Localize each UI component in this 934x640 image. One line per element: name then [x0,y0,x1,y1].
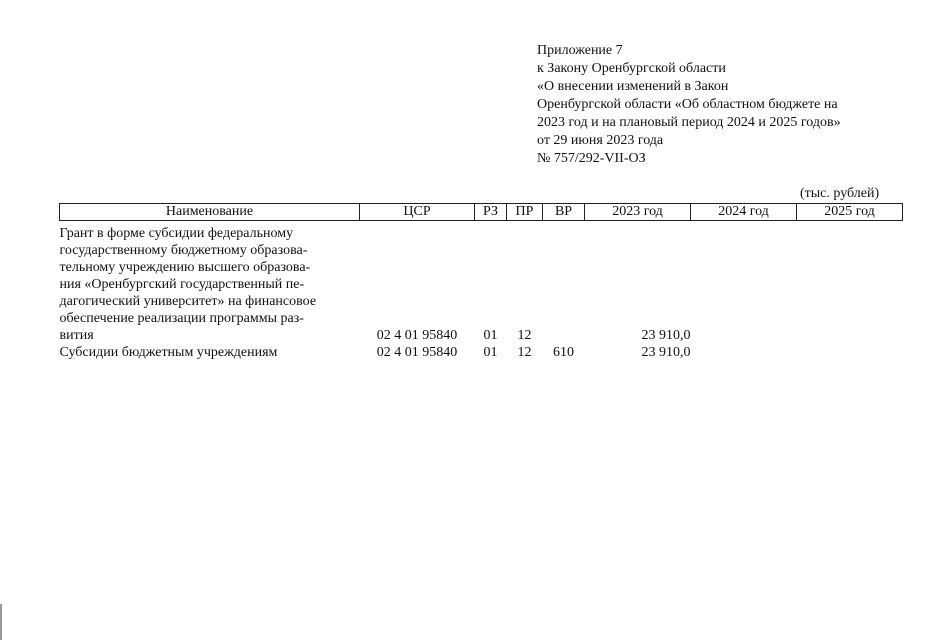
scan-edge-mark [0,604,2,640]
row-name-line: Субсидии бюджетным учреждениям [59,345,278,360]
row-pr: 12 [517,345,532,360]
header-pr: ПР [507,204,543,221]
row-name-line: ния «Оренбургский государственный пе- [59,277,305,292]
appendix-line: 2023 год и на плановый период 2024 и 2025 годов» [537,115,841,130]
appendix-line: от 29 июня 2023 года [537,133,664,148]
appendix-line: № 757/292-VII-ОЗ [537,151,646,166]
header-2025: 2025 год [797,204,903,221]
header-2024: 2024 год [691,204,797,221]
table-row [60,221,903,345]
header-name: Наименование [60,204,360,221]
row-name-line: вития [59,328,94,343]
appendix-header [537,42,841,168]
row-rz: 01 [483,345,498,360]
row-2023: 23 910,0 [641,328,691,343]
row-rz: 01 [483,328,498,343]
row-2023: 23 910,0 [641,345,691,360]
appendix-line: Приложение 7 [537,43,623,58]
row-name-line: обеспечение реализации программы раз- [59,311,304,326]
units-label: (тыс. рублей) [800,186,880,201]
row-pr: 12 [517,328,532,343]
row-2024 [691,344,797,361]
row-2025 [797,221,903,345]
row-vr [543,221,585,345]
row-2024 [691,221,797,345]
row-name-line: Грант в форме субсидии федеральному [59,226,294,241]
row-name [60,344,360,361]
row-csr: 02 4 01 95840 [376,345,458,360]
row-name-line: государственному бюджетному образова- [59,243,308,258]
row-name-line: дагогический университет» на финансовое [59,294,317,309]
header-rz: РЗ [475,204,507,221]
header-vr: ВР [543,204,585,221]
row-name-line: тельному учреждению высшего образова- [59,260,311,275]
budget-table [59,203,903,361]
row-2025 [797,344,903,361]
row-csr: 02 4 01 95840 [376,328,458,343]
table-row [60,344,903,361]
appendix-line: к Закону Оренбургской области [537,61,726,76]
row-name [60,221,360,345]
row-vr: 610 [553,345,574,360]
appendix-line: Оренбургской области «Об областном бюджете на [537,97,838,112]
appendix-line: «О внесении изменений в Закон [537,79,729,94]
header-csr: ЦСР [360,204,475,221]
header-2023: 2023 год [585,204,691,221]
table-header-row [60,204,903,221]
